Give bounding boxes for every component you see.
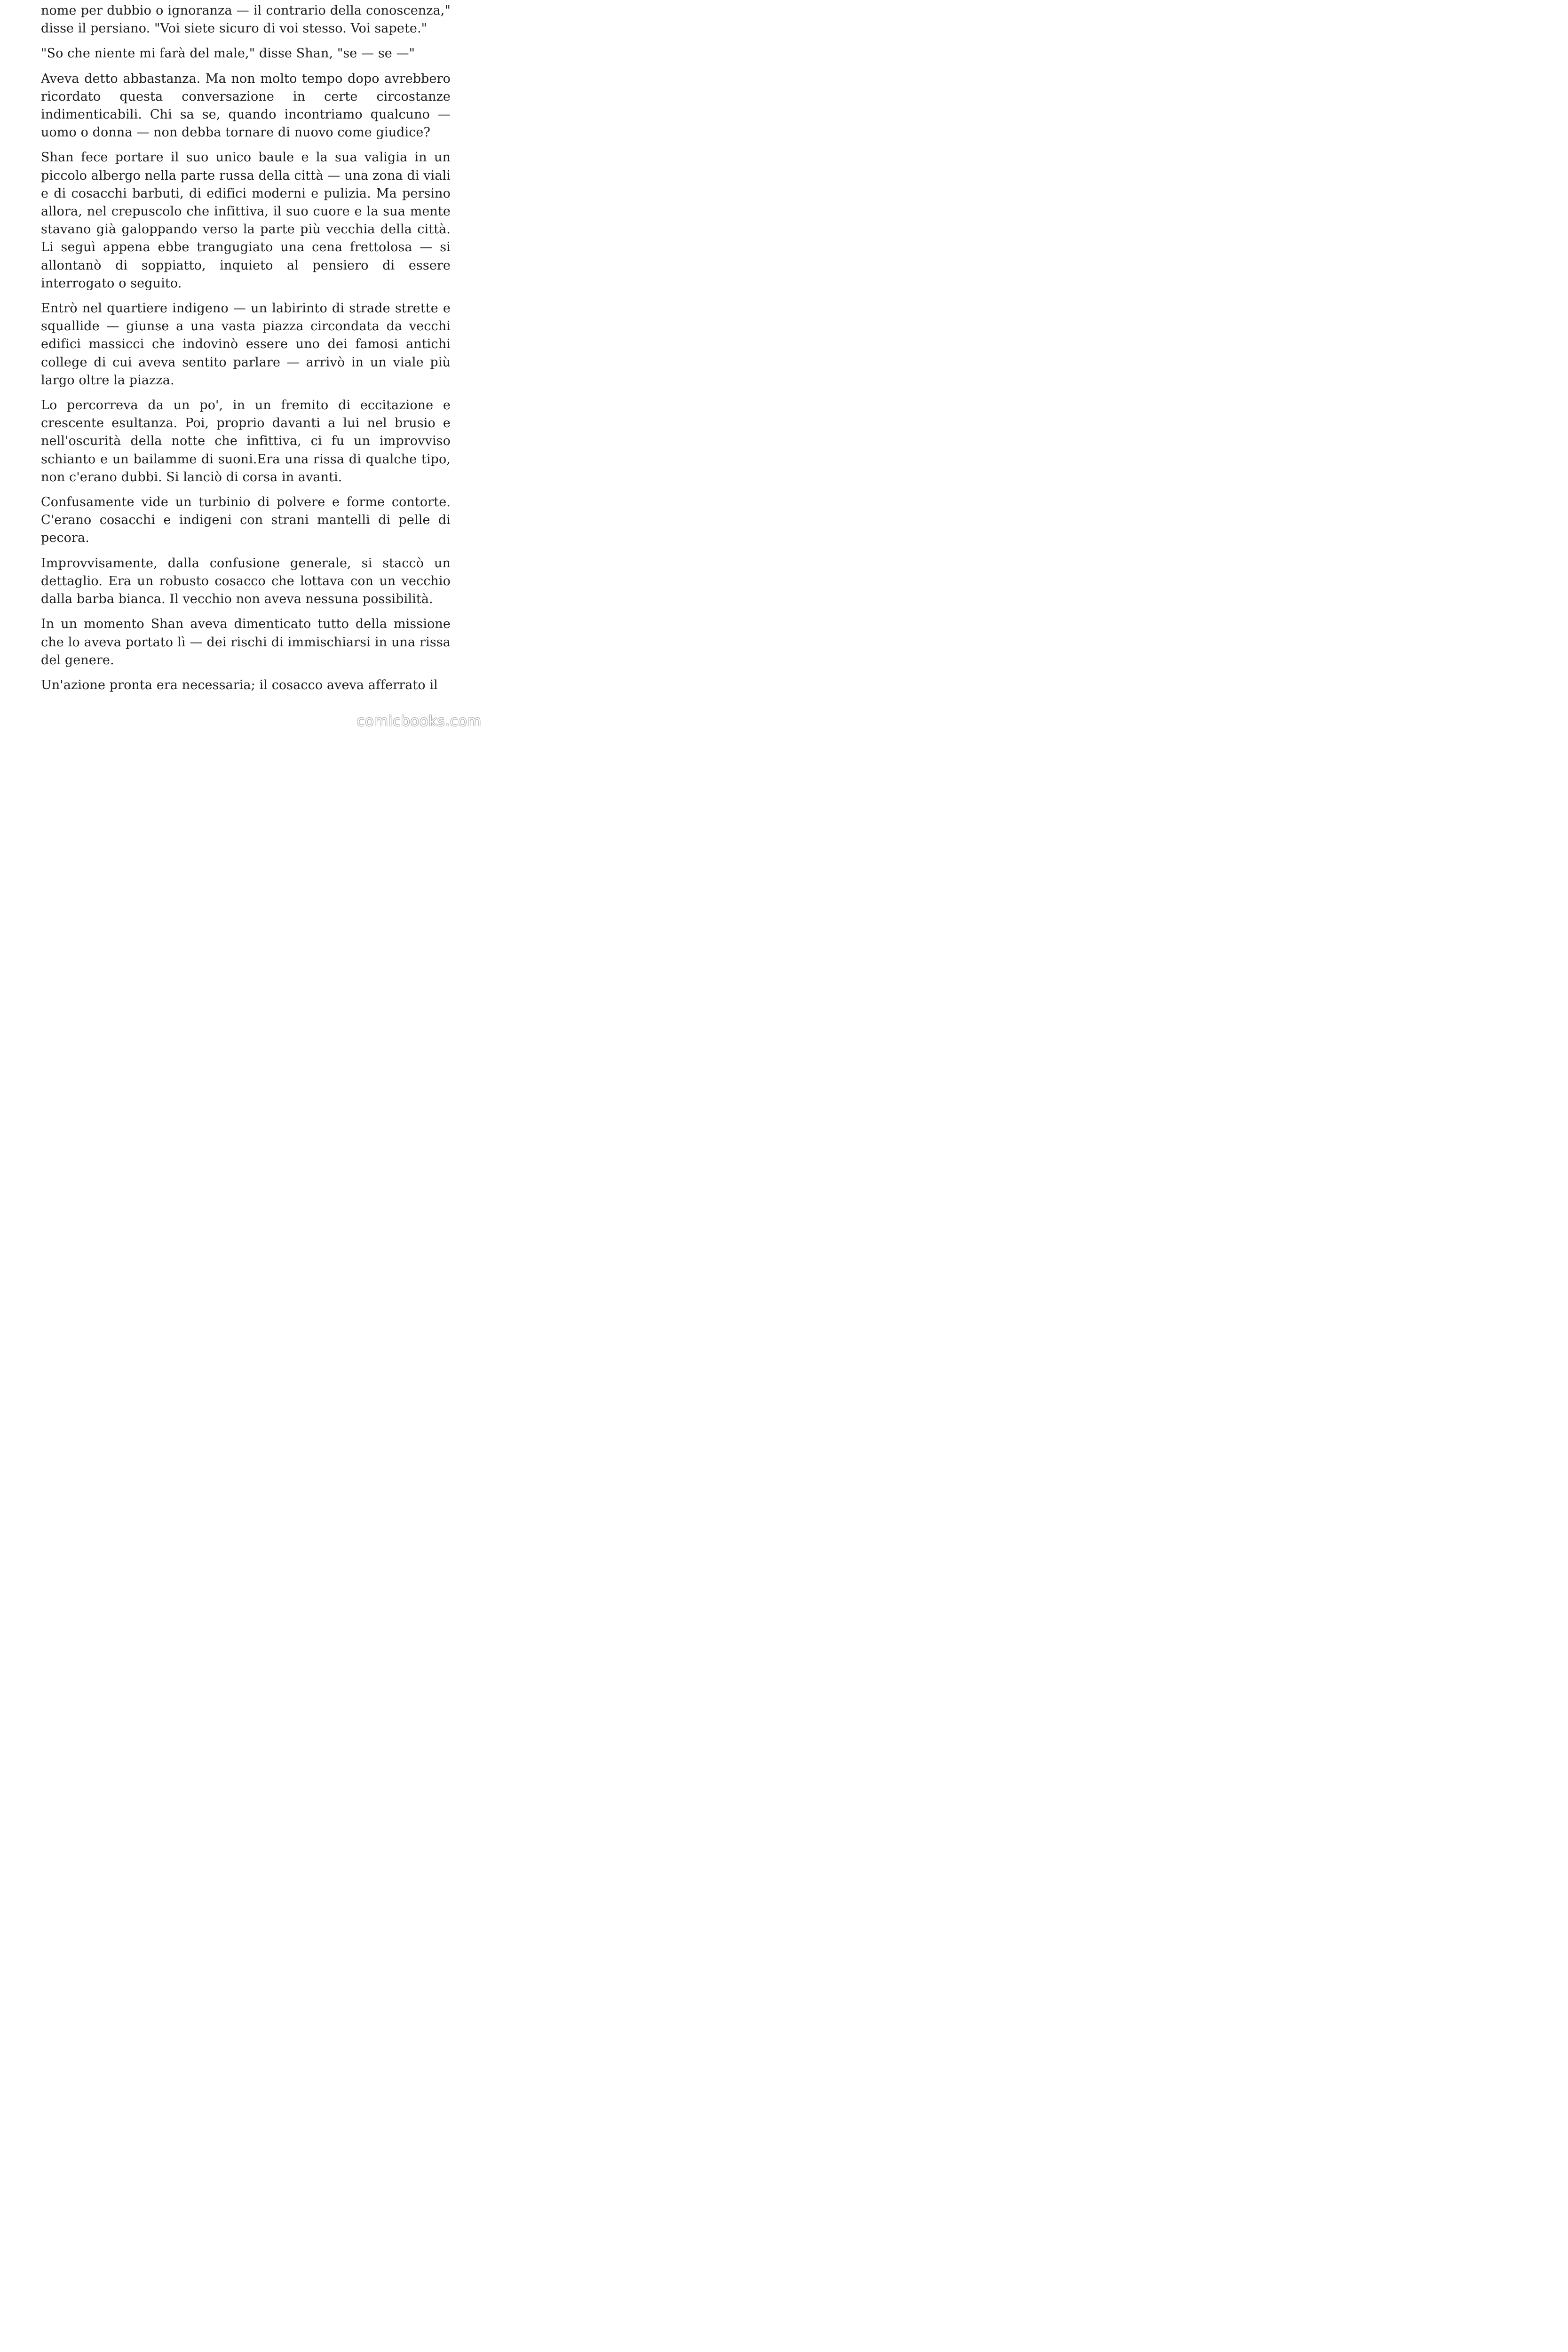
- paragraph-8: Improvvisamente, dalla confusione generale, si staccò un dettaglio. Era un robusto cosacco che lottava con un vecchio dalla barba bianca. Il vecchio non aveva nessuna possibilità.: [41, 556, 451, 607]
- watermark: comicbooks.com: [356, 713, 482, 730]
- paragraph-2: "So che niente mi farà del male," disse Shan, "se — se —": [41, 46, 415, 61]
- paragraph-10: Un'azione pronta era necessaria; il cosacco aveva afferrato il: [41, 677, 438, 692]
- paragraph-5: Entrò nel quartiere indigeno — un labirinto di strade strette e squallide — giunse a una vasta piazza circondata da vecchi edifici massicci che indovinò essere uno dei famosi antichi college di cui aveva sentito parlare — arrivò in un viale più largo oltre la piazza.: [41, 301, 451, 388]
- paragraph-6: Lo percorreva da un po', in un fremito di eccitazione e crescente esultanza. Poi, proprio davanti a lui nel brusio e nell'oscurità della notte che infittiva, ci fu un improvviso schianto e un bailamme di suoni.Era una rissa di qualche tipo, non c'erano dubbi. Si lanciò di corsa in avanti.: [41, 398, 451, 485]
- page-text: [41, 2, 451, 701]
- paragraph-7: Confusamente vide un turbinio di polvere e forme contorte. C'erano cosacchi e indigeni con strani mantelli di pelle di pecora.: [41, 495, 451, 546]
- paragraph-1: nome per dubbio o ignoranza — il contrario della conoscenza," disse il persiano. "Voi siete sicuro di voi stesso. Voi sapete.": [41, 3, 451, 36]
- paragraph-9: In un momento Shan aveva dimenticato tutto della missione che lo aveva portato lì — dei rischi di immischiarsi in una rissa del genere.: [41, 617, 451, 667]
- paragraph-4: Shan fece portare il suo unico baule e la sua valigia in un piccolo albergo nella parte russa della città — una zona di viali e di cosacchi barbuti, di edifici moderni e pulizia. Ma persino allora, nel crepuscolo che infittiva, il suo cuore e la sua mente stavano già galoppando verso la parte più vecchia della città. Li seguì appena ebbe trangugiato una cena frettolosa — si allontanò di soppiatto, inquieto al pensiero di essere interrogato o seguito.: [41, 150, 451, 291]
- paragraph-3: Aveva detto abbastanza. Ma non molto tempo dopo avrebbero ricordato questa conversazione in certe circostanze indimenticabili. Chi sa se, quando incontriamo qualcuno — uomo o donna — non debba tornare di nuovo come giudice?: [41, 71, 451, 140]
